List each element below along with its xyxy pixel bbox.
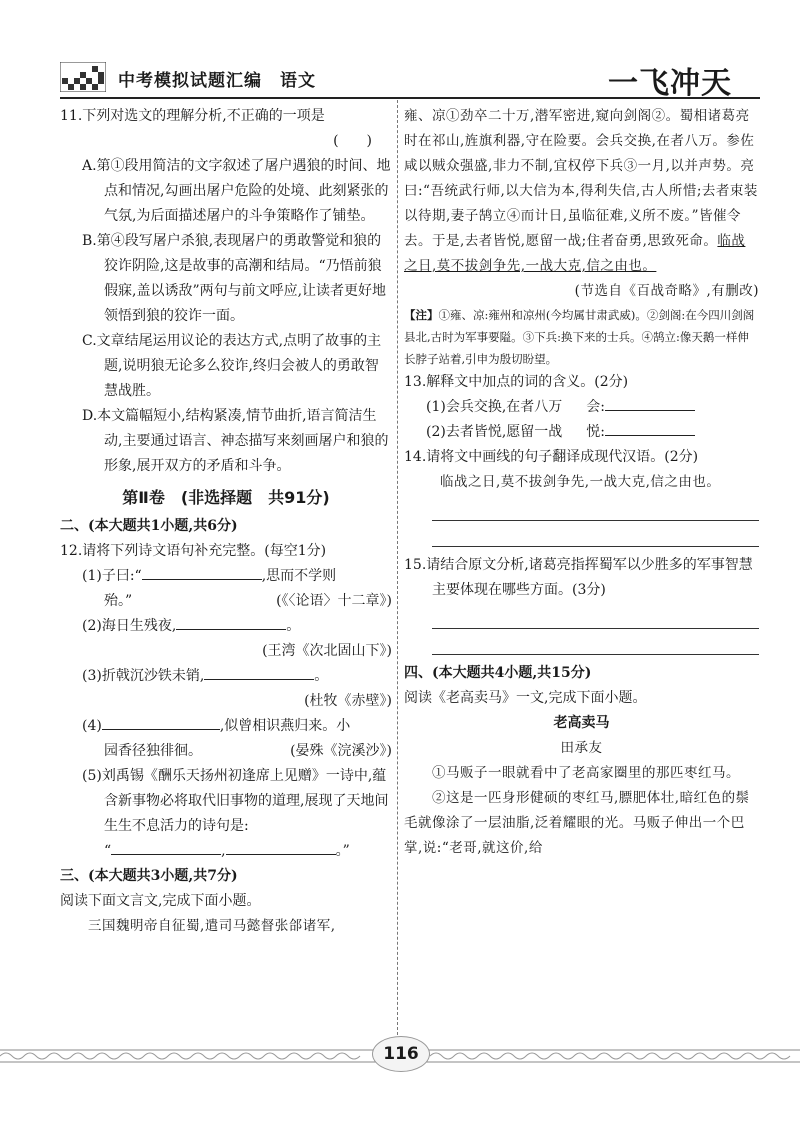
q13-item-1 <box>404 395 759 420</box>
classical-source: (节选自《百战奇略》,有删改) <box>574 283 759 299</box>
q12-item-5-blanks <box>60 839 392 864</box>
q12-item-4 <box>60 714 392 739</box>
section-4-heading: 四、(本大题共4小题,共15分) <box>404 665 592 681</box>
classical-text-body: 雍、凉①劲卒二十万,潜军密进,窥向剑阁②。蜀相诸葛亮时在祁山,旌旗利器,守在险要。会兵交换,在者八万。参佐咸以贼众强盛,非力不制,宜权停下兵③一月,以并声势。亮曰:“吾统武行师,以大信为本,得利失信,古人所惜;去者束装以待期,妻子鹄立④而计日,虽临征难,义所不废。”皆催令去。于是,去者皆悦,愿留一战;住者奋勇,思致死命。 <box>404 108 758 249</box>
section-3-instruction: 阅读下面文言文,完成下面小题。 <box>60 893 261 909</box>
q11-option-b: B.第④段写屠户杀狼,表现屠户的勇敢警觉和狼的狡诈阴险,这是故事的高潮和结局。“乃悟前狼假寐,盖以诱敌”两句与前文呼应,让读者更好地领悟到狼的狡诈一面。 <box>82 233 387 324</box>
right-column <box>404 104 759 861</box>
q12-3-text-b: 。 <box>314 668 329 684</box>
story-title: 老高卖马 <box>553 715 610 731</box>
q12-5-blank-1[interactable] <box>111 840 221 855</box>
q11-answer-paren: ( ) <box>333 133 372 149</box>
q13-item-2 <box>404 420 759 445</box>
story-paragraph-2: ②这是一匹身形健硕的枣红马,膘肥体壮,暗红色的鬃毛就像涂了一层油脂,泛着耀眼的光。马贩子伸出一个巴掌,说:“老哥,就这价,给 <box>404 790 750 856</box>
q13-1-blank[interactable] <box>605 396 695 411</box>
q14-answer-line-2[interactable] <box>432 521 759 547</box>
q13-stem: 13.解释文中加点的词的含义。(2分) <box>404 374 629 390</box>
left-column <box>60 104 392 939</box>
q12-1-text-c: 殆。” <box>104 593 133 609</box>
classical-notes <box>404 304 759 370</box>
q12-4-text-c: 园香径独徘徊。 <box>104 743 202 759</box>
q12-3-text-a: (3)折戟沉沙铁未销, <box>82 668 205 684</box>
q12-item-3 <box>60 664 392 689</box>
story-paragraph-1: ①马贩子一眼就看中了老高家圈里的那匹枣红马。 <box>432 765 740 781</box>
q15-stem: 15.请结合原文分析,诸葛亮指挥蜀军以少胜多的军事智慧主要体现在哪些方面。(3分) <box>404 557 753 598</box>
section-4-instruction: 阅读《老高卖马》一文,完成下面小题。 <box>404 690 647 706</box>
q13-2-blank[interactable] <box>605 421 695 436</box>
q15-answer-line-2[interactable] <box>432 629 759 655</box>
q12-2-blank[interactable] <box>176 615 286 630</box>
q14-stem: 14.请将文中画线的句子翻译成现代汉语。(2分) <box>404 449 699 465</box>
header-rule <box>60 97 760 99</box>
q12-item-1 <box>60 564 392 589</box>
part2-title: 第Ⅱ卷 (非选择题 共91分) <box>122 488 330 507</box>
q12-3-blank[interactable] <box>204 665 314 680</box>
q12-2-source: (王湾《次北固山下》) <box>262 643 392 659</box>
q11-option-c: C.文章结尾运用议论的表达方式,点明了故事的主题,说明狼无论多么狡诈,终归会被人的勇敢智慧战胜。 <box>82 333 382 399</box>
q12-4-blank[interactable] <box>102 715 220 730</box>
q12-5-blank-2[interactable] <box>226 840 336 855</box>
q12-1-source: (《〈论语〉十二章》) <box>276 593 392 609</box>
q12-3-source: (杜牧《赤壁》) <box>304 693 392 709</box>
header-brand-logo: 一飞冲天 <box>608 66 732 101</box>
q12-item-5: (5)刘禹锡《酬乐天扬州初逢席上见赠》一诗中,蕴含新事物必将取代旧事物的道理,展现了天地间生生不息活力的诗句是: <box>82 768 389 834</box>
q15-answer-line-1[interactable] <box>432 603 759 629</box>
q12-4-source: (晏殊《浣溪沙》) <box>290 743 392 759</box>
classical-text-underlined: 临战之日,莫不拔剑争先,一战大克,信之由也。 <box>404 233 746 274</box>
q12-5-comma: , <box>221 843 226 859</box>
q12-1-blank[interactable] <box>142 565 262 580</box>
q12-1-text-a: (1)子曰:“ <box>82 568 142 584</box>
q12-2-text-b: 。 <box>286 618 301 634</box>
q14-sentence: 临战之日,莫不拔剑争先,一战大克,信之由也。 <box>440 474 721 490</box>
q11-stem: 11.下列对选文的理解分析,不正确的一项是 <box>60 108 325 124</box>
page-number: 116 <box>372 1036 430 1072</box>
q12-2-text-a: (2)海日生残夜, <box>82 618 177 634</box>
q14-answer-line-1[interactable] <box>432 495 759 521</box>
header-title: 中考模拟试题汇编 语文 <box>118 71 316 91</box>
q11-option-a: A.第①段用简洁的文字叙述了屠户遇狼的时间、地点和情况,勾画出屠户危险的处境、此刻紧张的气氛,为后面描述屠户的斗争策略作了铺垫。 <box>82 158 391 224</box>
q13-2-word: 悦: <box>586 424 605 440</box>
q12-4-text-a: (4) <box>82 718 102 734</box>
q12-4-text-b: ,似曾相识燕归来。小 <box>219 718 351 734</box>
q12-item-2 <box>60 614 392 639</box>
q13-1-word: 会: <box>586 399 605 415</box>
q12-5-quote-open: “ <box>104 843 112 859</box>
classical-text-start: 三国魏明帝自征蜀,遣司马懿督张郃诸军, <box>88 918 336 934</box>
q12-1-text-b: ,思而不学则 <box>261 568 337 584</box>
story-author: 田承友 <box>560 740 603 756</box>
q12-stem: 12.请将下列诗文语句补充完整。(每空1分) <box>60 543 327 559</box>
header-checker-icon <box>60 62 106 92</box>
q13-1-text: (1)会兵交换,在者八万 <box>426 399 563 415</box>
q12-5-quote-close: 。” <box>335 843 350 859</box>
q11-option-d: D.本文篇幅短小,结构紧凑,情节曲折,语言简洁生动,主要通过语言、神态描写来刻画屠户和狼的形象,展开双方的矛盾和斗争。 <box>82 408 389 474</box>
section-2-heading: 二、(本大题共1小题,共6分) <box>60 518 238 534</box>
section-3-heading: 三、(本大题共3小题,共7分) <box>60 868 238 884</box>
notes-label: 【注】 <box>404 308 439 322</box>
classical-text-cont <box>404 104 759 279</box>
notes-text: ①雍、凉:雍州和凉州(今均属甘肃武威)。②剑阁:在今四川剑阁县北,古时为军事要隘。③下兵:换下来的士兵。④鹄立:像天鹅一样伸长脖子站着,引申为殷切盼望。 <box>404 308 755 366</box>
q13-2-text: (2)去者皆悦,愿留一战 <box>426 424 563 440</box>
column-divider <box>397 100 398 1040</box>
